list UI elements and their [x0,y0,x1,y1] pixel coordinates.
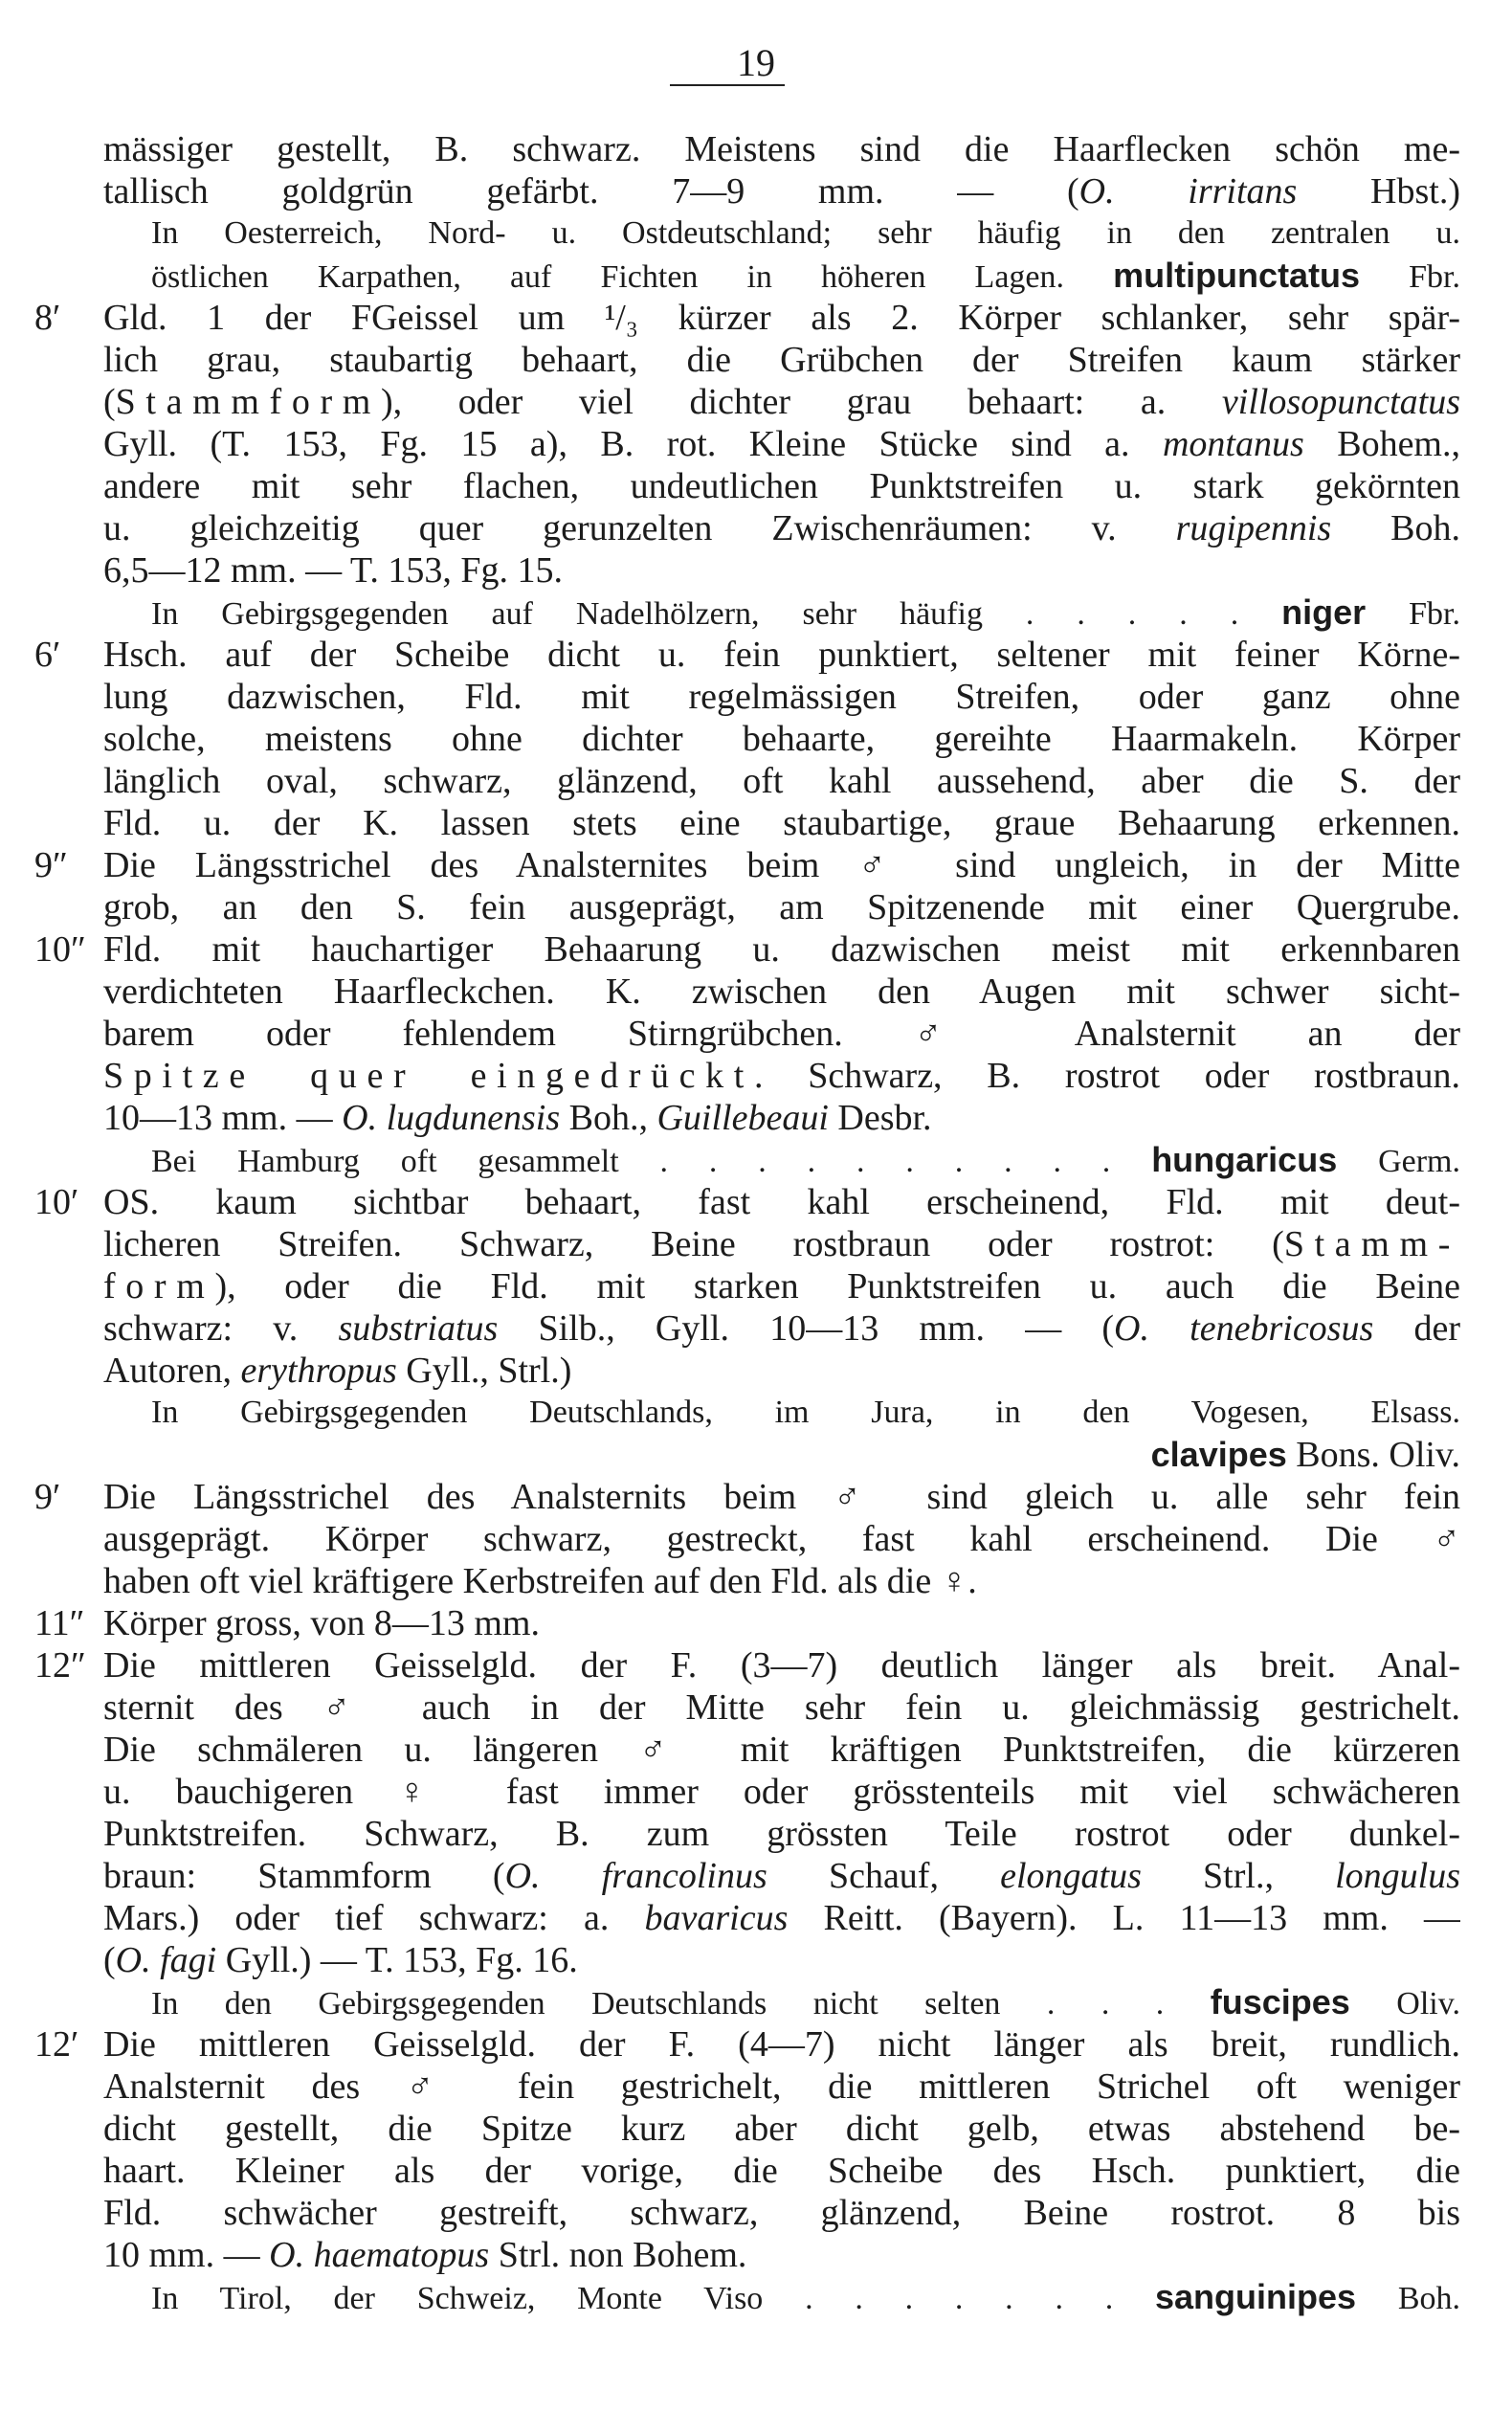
text-line: braun: Stammform (O. francolinus Schauf, elongatus Strl., longulus [103,1856,1460,1896]
text-line: solche, meistens ohne dichter behaarte, gereihte Haarmakeln. Körper [103,719,1460,759]
text-line: verdichteten Haarfleckchen. K. zwischen den Augen mit schwer sicht- [103,971,1460,1012]
text-line: Hsch. auf der Scheibe dicht u. fein punktiert, seltener mit feiner Körne- [103,635,1460,675]
text-line: In Gebirgsgegenden Deutschlands, im Jura, in den Vogesen, Elsass. [151,1395,1460,1430]
text-line: dicht gestellt, die Spitze kurz aber dicht gelb, etwas abstehend be- [103,2109,1460,2149]
text-line: (O. fagi Gyll.) — T. 153, Fg. 16. [103,1940,578,1980]
species-name: niger [1281,592,1367,632]
couplet-label: 6′ [34,635,61,675]
text-line: Spitze quer eingedrückt. Schwarz, B. rostrot oder rostbraun. [103,1056,1460,1096]
text-line: Körper gross, von 8—13 mm. [103,1603,540,1643]
text-line: u. gleichzeitig quer gerunzelten Zwischenräumen: v. rugipennis Boh. [103,508,1460,548]
couplet-label: 9′ [34,1477,61,1517]
text-line: Punktstreifen. Schwarz, B. zum grössten Teile rostrot oder dunkel- [103,1814,1460,1854]
species-name: sanguinipes [1155,2277,1357,2316]
text-line: Die Längsstrichel des Analsternites beim ♂ sind ungleich, in der Mitte [103,845,1460,885]
text-line: Die Längsstrichel des Analsternits beim ♂ sind gleich u. alle sehr fein [103,1477,1460,1517]
text-line: 10 mm. — O. haematopus Strl. non Bohem. [103,2235,747,2275]
text-line: (Stammform), oder viel dichter grau behaart: a. villosopunctatus [103,382,1460,422]
text-line: u. bauchigeren ♀ fast immer oder grösstenteils mit viel schwächeren [103,1772,1460,1812]
text-line: lung dazwischen, Fld. mit regelmässigen Streifen, oder ganz ohne [103,677,1460,717]
couplet-label: 8′ [34,298,61,338]
text-line: OS. kaum sichtbar behaart, fast kahl erscheinend, Fld. mit deut- [103,1182,1460,1222]
text-line: Die schmäleren u. längeren ♂ mit kräftigen Punktstreifen, die kürzeren [103,1730,1460,1770]
text-line: Fld. schwächer gestreift, schwarz, glänzend, Beine rostrot. 8 bis [103,2193,1460,2233]
text-line: Fld. mit hauchartiger Behaarung u. dazwischen meist mit erkennbaren [103,929,1460,970]
couplet-label: 10′ [34,1182,79,1222]
text-line: Mars.) oder tief schwarz: a. bavaricus Reitt. (Bayern). L. 11—13 mm. — [103,1898,1460,1938]
header-rule [670,84,785,86]
species-name: multipunctatus [1113,256,1361,295]
text-line: östlichen Karpathen, auf Fichten in höheren Lagen. multipunctatus Fbr. [151,256,1460,295]
text-line: Bei Hamburg oft gesammelt . . . . . . . . . . hungaricus Germ. [151,1140,1460,1179]
text-line: haben oft viel kräftigere Kerbstreifen auf den Fld. als die ♀. [103,1561,977,1601]
page-number: 19 [737,41,775,84]
text-line: ausgeprägt. Körper schwarz, gestreckt, fast kahl erscheinend. Die ♂ [103,1519,1460,1559]
text-line: länglich oval, schwarz, glänzend, oft kahl aussehend, aber die S. der [103,761,1460,801]
text-line: 10—13 mm. — O. lugdunensis Boh., Guillebeaui Desbr. [103,1098,932,1138]
text-line: licheren Streifen. Schwarz, Beine rostbraun oder rostrot: (Stamm- [103,1224,1460,1264]
text-line: 6,5—12 mm. — T. 153, Fg. 15. [103,550,563,591]
text-line: haart. Kleiner als der vorige, die Scheibe des Hsch. punktiert, die [103,2151,1460,2191]
text-line: In Oesterreich, Nord- u. Ostdeutschland; sehr häufig in den zentralen u. [151,215,1460,251]
species-name: hungaricus [1151,1140,1338,1179]
couplet-label: 12′ [34,2024,79,2065]
couplet-label: 11″ [34,1603,85,1643]
text-line: andere mit sehr flachen, undeutlichen Punktstreifen u. stark gekörnten [103,466,1460,506]
text-line: barem oder fehlendem Stirngrübchen. ♂ Analsternit an der [103,1014,1460,1054]
text-line: Autoren, erythropus Gyll., Strl.) [103,1351,572,1391]
text-line: Analsternit des ♂ fein gestrichelt, die mittleren Strichel oft weniger [103,2066,1460,2107]
text-line: In Tirol, der Schweiz, Monte Viso . . . . . . . sanguinipes Boh. [151,2277,1460,2316]
text-line: Gyll. (T. 153, Fg. 15 a), B. rot. Kleine Stücke sind a. montanus Bohem., [103,424,1460,464]
text-line: In Gebirgsgegenden auf Nadelhölzern, sehr häufig . . . . . niger Fbr. [151,592,1460,632]
text-line: clavipes Bons. Oliv. [1150,1435,1460,1475]
text-line: lich grau, staubartig behaart, die Grübchen der Streifen kaum stärker [103,340,1460,380]
text-line: grob, an den S. fein ausgeprägt, am Spitzenende mit einer Quergrube. [103,887,1460,927]
text-line: schwarz: v. substriatus Silb., Gyll. 10—13 mm. — (O. tenebricosus der [103,1308,1460,1349]
text-line: sternit des ♂ auch in der Mitte sehr fein u. gleichmässig gestrichelt. [103,1687,1460,1728]
text-line: In den Gebirgsgegenden Deutschlands nicht selten . . . fuscipes Oliv. [151,1982,1460,2021]
couplet-label: 9″ [34,845,68,885]
text-line: mässiger gestellt, B. schwarz. Meistens sind die Haarflecken schön me- [103,129,1460,169]
species-name: fuscipes [1210,1982,1350,2021]
text-line: Die mittleren Geisselgld. der F. (3—7) deutlich länger als breit. Anal- [103,1645,1460,1686]
text-line: Gld. 1 der FGeissel um ¹/₃ kürzer als 2. Körper schlanker, sehr spär- [103,298,1460,338]
text-line: tallisch goldgrün gefärbt. 7—9 mm. — (O. irritans Hbst.) [103,171,1460,212]
species-name: clavipes [1150,1435,1287,1474]
text-line: form), oder die Fld. mit starken Punktstreifen u. auch die Beine [103,1266,1460,1306]
text-line: Die mittleren Geisselgld. der F. (4—7) nicht länger als breit, rundlich. [103,2024,1460,2065]
couplet-label: 12″ [34,1645,86,1686]
text-line: Fld. u. der K. lassen stets eine staubartige, graue Behaarung erkennen. [103,803,1460,843]
couplet-label: 10″ [34,929,86,970]
